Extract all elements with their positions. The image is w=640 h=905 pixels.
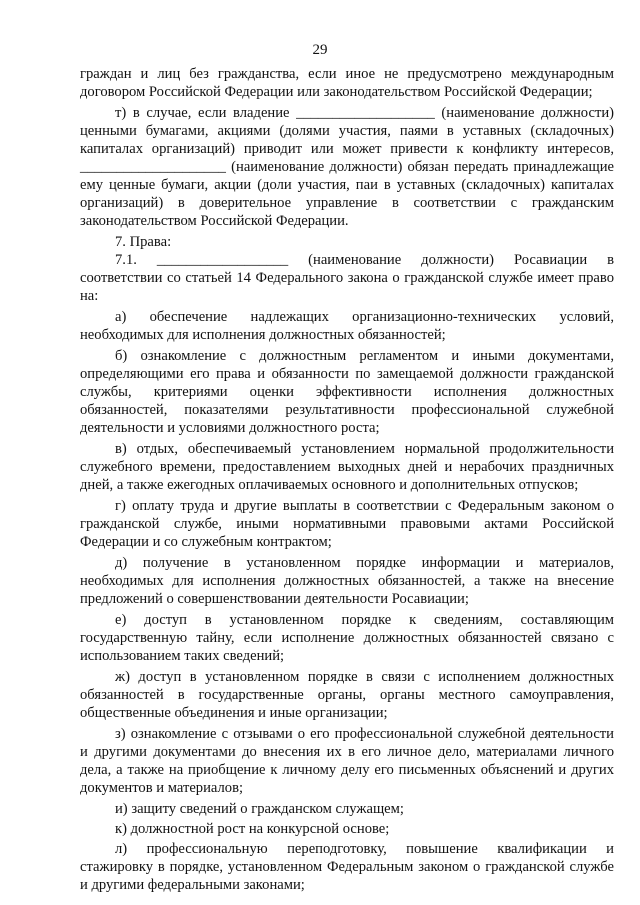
text-line: л) профессиональную переподготовку, повышение квалификации и <box>115 841 614 857</box>
text-line: 7.1. __________________ (наименование должности) Росавиации в <box>115 252 614 268</box>
text-line: служебного времени, предоставлением выходных дней и нерабочих праздничных <box>80 459 614 475</box>
text-line: общественные объединения и иные организации; <box>80 705 388 721</box>
text-line: деятельности и условиями должностного роста; <box>80 420 380 436</box>
text-line: в) отдых, обеспечиваемый установлением нормальной продолжительности <box>115 441 614 457</box>
text-line: государственную тайну, если исполнение должностных обязанностей связано с <box>80 630 614 646</box>
text-line: г) оплату труда и другие выплаты в соответствии с Федеральным законом о <box>115 498 614 514</box>
text-line: и другими федеральными законами; <box>80 877 305 893</box>
text-line: ему ценные бумаги, акции (доли участия, паи в уставных (складочных) капиталах <box>80 177 614 193</box>
text-line: е) доступ в установленном порядке к сведениям, составляющим <box>115 612 614 628</box>
text-line: ____________________ (наименование должности) обязан передать принадлежащие <box>80 159 614 175</box>
text-line: обязанностей в государственные органы, органы местного самоуправления, <box>80 687 614 703</box>
text-line: гражданской службе, иными нормативными правовыми актами Российской <box>80 516 614 532</box>
text-line: Федерации и со служебным контрактом; <box>80 534 332 550</box>
text-line: соответствии со статьей 14 Федерального закона о гражданской службе имеет право <box>80 270 614 286</box>
text-line: б) ознакомление с должностным регламентом и иными документами, <box>115 348 614 364</box>
text-line: дней, а также ежегодных оплачиваемых основного и дополнительных отпусков; <box>80 477 579 493</box>
text-line: капиталах организаций) приводит или может привести к конфликту интересов, <box>80 141 614 157</box>
text-line: законодательством Российской Федерации. <box>80 213 349 229</box>
text-line: и) защиту сведений о гражданском служащем; <box>115 801 404 817</box>
text-line: дела, а также на приобщение к личному делу его письменных объяснений и других <box>80 762 614 778</box>
text-line: необходимых для исполнения должностных обязанностей; <box>80 327 446 343</box>
text-line: необходимых для исполнения должностных обязанностей, а также на внесение <box>80 573 614 589</box>
text-line: а) обеспечение надлежащих организационно-технических условий, <box>115 309 614 325</box>
text-line: граждан и лиц без гражданства, если иное не предусмотрено международным <box>80 66 614 82</box>
text-line: службы, критериями оценки эффективности исполнения должностных <box>80 384 614 400</box>
text-line: использованием таких сведений; <box>80 648 285 664</box>
text-line: к) должностной рост на конкурсной основе; <box>115 821 390 837</box>
page-number: 29 <box>312 42 328 58</box>
text-line: обязанностей, показателями результативности профессиональной служебной <box>80 402 614 418</box>
text-line: д) получение в установленном порядке информации и материалов, <box>115 555 614 571</box>
text-line: на: <box>80 288 99 304</box>
text-line: 7. Права: <box>115 234 172 250</box>
text-line: з) ознакомление с отзывами о его профессиональной служебной деятельности <box>115 726 614 742</box>
text-line: определяющими его права и обязанности по замещаемой должности гражданской <box>80 366 614 382</box>
text-line: предложений о совершенствовании деятельности Росавиации; <box>80 591 469 607</box>
text-line: ж) доступ в установленном порядке в связи с исполнением должностных <box>115 669 614 685</box>
text-line: и другими документами до внесения их в его личное дело, материалами личного <box>80 744 614 760</box>
text-line: договором Российской Федерации или законодательством Российской Федерации; <box>80 84 593 100</box>
text-line: организаций) в доверительное управление в соответствии с гражданским <box>80 195 614 211</box>
text-line: т) в случае, если владение ___________________ (наименование должности) <box>115 105 614 121</box>
text-line: документов и материалов; <box>80 780 244 796</box>
text-line: стажировку в порядке, установленном Федеральным законом о гражданской службе <box>80 859 614 875</box>
text-line: ценными бумагами, акциями (долями участия, паями в уставных (складочных) <box>80 123 614 139</box>
